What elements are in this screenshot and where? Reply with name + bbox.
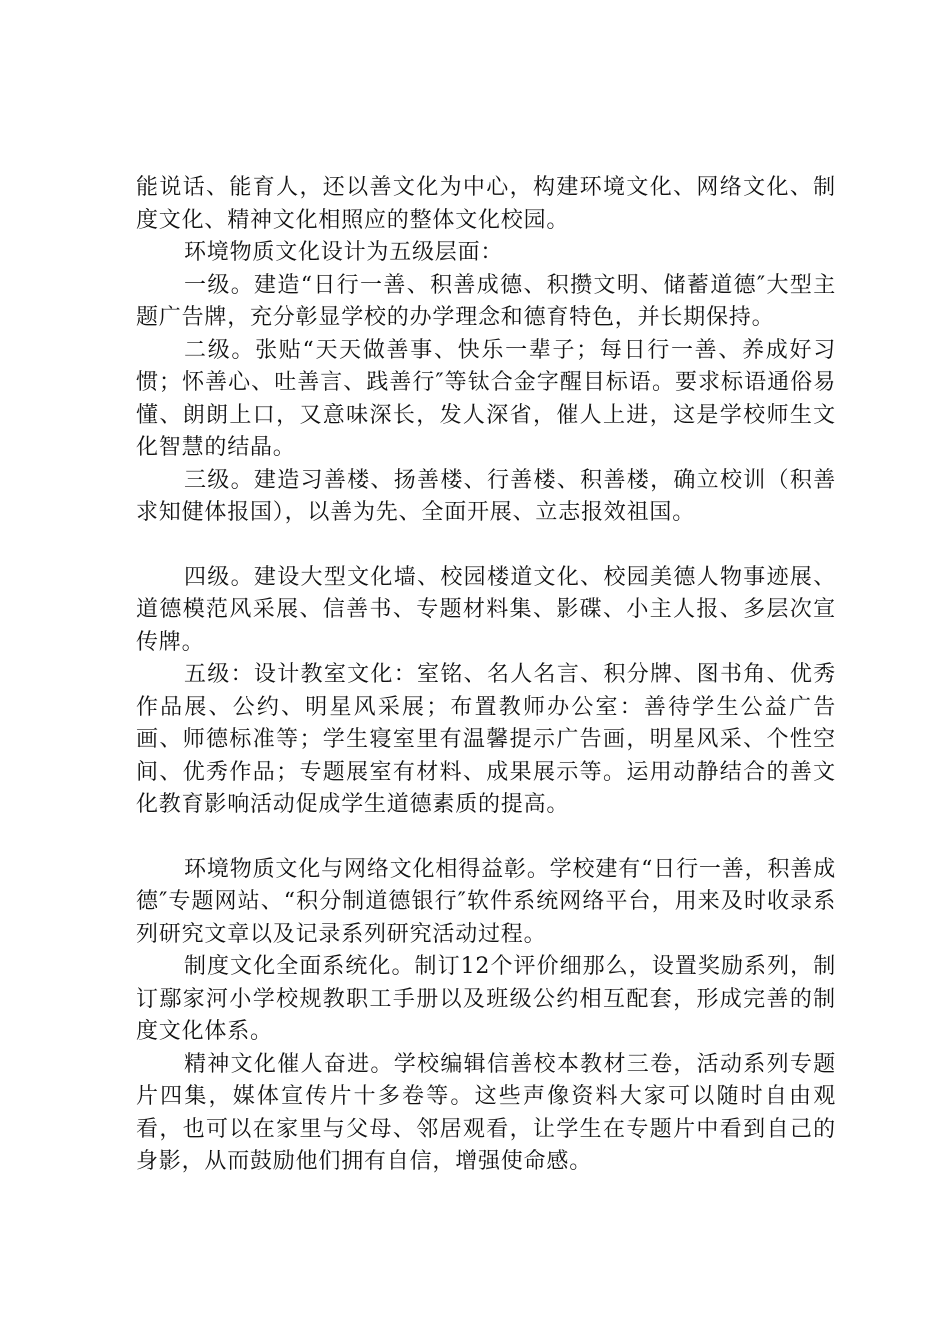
paragraph-network-culture: 环境物质文化与网络文化相得益彰。学校建有“日行一善，积善成德″专题网站、“积分制道德银行″软件系统网络平台，用来及时收录系列研究文章以及记录系列研究活动过程。 — [136, 856, 836, 947]
paragraph-level-four: 四级。建设大型文化墙、校园楼道文化、校园美德人物事迹展、道德模范风采展、信善书、专题材料集、影碟、小主人报、多层次宣传牌。 — [136, 564, 836, 655]
paragraph-level-three: 三级。建造习善楼、扬善楼、行善楼、积善楼，确立校训（积善求知健体报国），以善为先、全面开展、立志报效祖国。 — [136, 467, 836, 525]
paragraph-spirit-culture: 精神文化催人奋进。学校编辑信善校本教材三卷，活动系列专题片四集，媒体宣传片十多卷等。这些声像资料大家可以随时自由观看，也可以在家里与父母、邻居观看，让学生在专题片中看到自己的身影，从而鼓励他们拥有自信，增强使命感。 — [136, 1051, 836, 1174]
paragraph-five-levels-heading: 环境物质文化设计为五级层面： — [184, 240, 504, 265]
paragraph-intro-continuation: 能说话、能育人，还以善文化为中心，构建环境文化、网络文化、制度文化、精神文化相照应的整体文化校园。 — [136, 175, 836, 233]
document-body — [136, 172, 836, 1179]
paragraph-system-culture: 制度文化全面系统化。制订12个评价细那么，设置奖励系列，制订鄢家河小学校规教职工手册以及班级公约相互配套，形成完善的制度文化体系。 — [136, 954, 836, 1044]
paragraph-level-two: 二级。张贴“天天做善事、快乐一辈子；每日行一善、养成好习惯；怀善心、吐善言、践善行″等钛合金字醒目标语。要求标语通俗易懂、朗朗上口，又意味深长，发人深省，催人上进，这是学校师生文化智慧的结晶。 — [136, 337, 836, 460]
paragraph-level-one: 一级。建造“日行一善、积善成德、积攒文明、储蓄道德″大型主题广告牌，充分彰显学校的办学理念和德育特色，并长期保持。 — [136, 272, 836, 330]
paragraph-level-five: 五级：设计教室文化：室铭、名人名言、积分牌、图书角、优秀作品展、公约、明星风采展；布置教师办公室：善待学生公益广告画、师德标准等；学生寝室里有温馨提示广告画，明星风采、个性空间、优秀作品；专题展室有材料、成果展示等。运用动静结合的善文化教育影响活动促成学生道德素质的提高。 — [136, 662, 836, 817]
